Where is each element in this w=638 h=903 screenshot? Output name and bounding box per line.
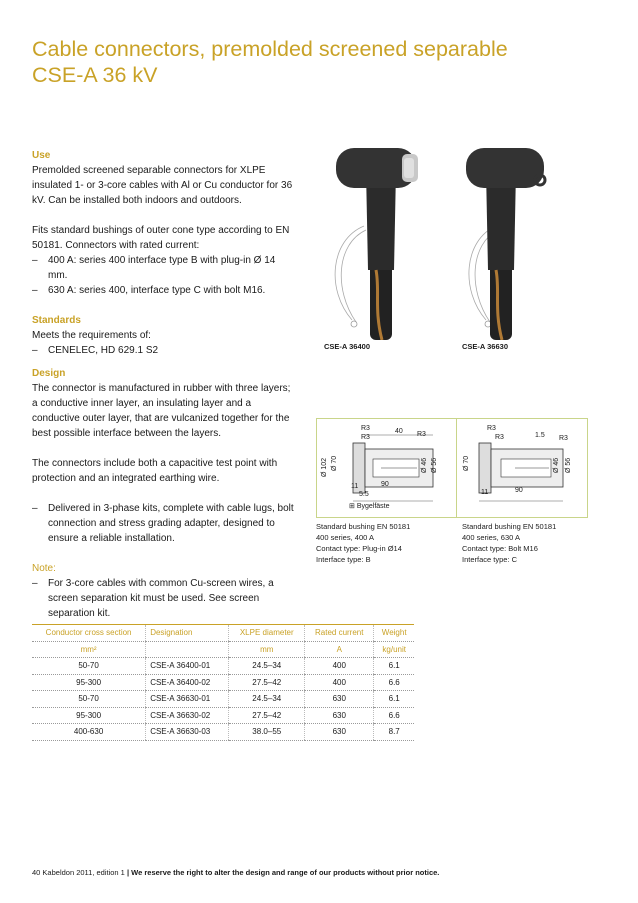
dim-1-5: 1.5 bbox=[535, 432, 545, 439]
use-bullet-1: – 400 A: series 400 interface type B with plug-in Ø 14 mm. bbox=[32, 255, 276, 281]
table-header-row bbox=[32, 625, 414, 642]
dim-5-5: 5.5 bbox=[359, 491, 369, 498]
title-line-1: Cable connectors, premolded screened separable bbox=[32, 37, 508, 61]
dim-40: 40 bbox=[395, 428, 403, 435]
design-bullet-1: – Delivered in 3-phase kits, complete with cable lugs, bolt connection and stress grading adapter, designed to ensure a reliable installation. bbox=[32, 503, 294, 544]
bushing-info-36630: Standard bushing EN 50181 400 series, 630 A Contact type: Bolt M16 Interface type: C bbox=[462, 522, 557, 564]
caption-36630: CSE-A 36630 bbox=[462, 342, 508, 351]
use-paragraph-2: Fits standard bushings of outer cone type according to EN 50181. Connectors with rated current: bbox=[32, 225, 290, 251]
dim-d102: Ø 102 bbox=[321, 457, 328, 477]
header-weight: Weight bbox=[374, 625, 414, 642]
header-designation: Designation bbox=[146, 625, 229, 642]
use-heading: Use bbox=[32, 150, 51, 161]
footer-separator: | bbox=[126, 868, 130, 877]
connector-photo-36630 bbox=[456, 140, 586, 340]
body-text-column bbox=[32, 148, 294, 621]
footer-notice: We reserve the right to alter the design and range of our products without prior notice. bbox=[131, 868, 440, 877]
bushing-diagram-36630 bbox=[456, 418, 588, 518]
dim-r3-a-2: R3 bbox=[487, 425, 496, 432]
dim-d70: Ø 70 bbox=[331, 455, 338, 471]
dim-d56-2: Ø 56 bbox=[565, 457, 572, 473]
table-row: 95-300 CSE-A 36400-02 27.5–42 400 6.6 bbox=[32, 674, 414, 691]
use-bullet-2: – 630 A: series 400, interface type C with bolt M16. bbox=[32, 285, 266, 296]
page-title bbox=[32, 36, 508, 88]
table-row: 95-300 CSE-A 36630-02 27.5–42 630 6.6 bbox=[32, 707, 414, 724]
table-units-row: mm² mm A kg/unit bbox=[32, 641, 414, 658]
footer-page: 40 Kabeldon 2011, edition 1 bbox=[32, 868, 125, 877]
connector-photo-36400 bbox=[316, 140, 446, 340]
caption-36400: CSE-A 36400 bbox=[324, 342, 370, 351]
dim-r3-c-2: R3 bbox=[559, 435, 568, 442]
dim-d56: Ø 56 bbox=[431, 457, 438, 473]
dim-d46: Ø 46 bbox=[421, 457, 428, 473]
dim-d46-2: Ø 46 bbox=[553, 457, 560, 473]
dim-90-2: 90 bbox=[515, 487, 523, 494]
design-paragraph-1: The connector is manufactured in rubber with three layers; a conductive inner layer, an insulating layer and a conductive outer layer, that are vulcanized together for the best possible interface between the layers. bbox=[32, 383, 291, 439]
standards-bullet-1: – CENELEC, HD 629.1 S2 bbox=[32, 345, 159, 356]
dim-r3-b: R3 bbox=[361, 434, 370, 441]
dim-r3-a: R3 bbox=[361, 425, 370, 432]
bygel-label: ⊞ Bygelfäste bbox=[349, 503, 390, 510]
product-table bbox=[32, 624, 414, 741]
header-xlpe: XLPE diameter bbox=[229, 625, 305, 642]
dim-90: 90 bbox=[381, 481, 389, 488]
use-paragraph-1: Premolded screened separable connectors for XLPE insulated 1- or 3-core cables with Al or Cu conductor for 36 kV. Can be installed both indoors and outdoors. bbox=[32, 165, 293, 206]
dim-11: 11 bbox=[351, 483, 359, 490]
table-row: 50-70 CSE-A 36400-01 24.5–34 400 6.1 bbox=[32, 658, 414, 675]
dim-d70-2: Ø 70 bbox=[463, 455, 470, 471]
dim-r3-c: R3 bbox=[417, 431, 426, 438]
standards-heading: Standards bbox=[32, 315, 81, 326]
table-row: 400-630 CSE-A 36630-03 38.0–55 630 8.7 bbox=[32, 724, 414, 741]
header-rated-current: Rated current bbox=[305, 625, 374, 642]
header-conductor: Conductor cross section bbox=[32, 625, 146, 642]
design-heading: Design bbox=[32, 368, 66, 379]
note-heading: Note: bbox=[32, 563, 56, 574]
bushing-info-36400: Standard bushing EN 50181 400 series, 400 A Contact type: Plug-in Ø14 Interface type: B bbox=[316, 522, 411, 564]
design-paragraph-2: The connectors include both a capacitive test point with protection and an integrated earthing wire. bbox=[32, 458, 278, 484]
bushing-diagram-36400 bbox=[316, 418, 460, 518]
dim-11-2: 11 bbox=[481, 489, 489, 496]
dim-r3-b-2: R3 bbox=[495, 434, 504, 441]
title-line-2: CSE-A 36 kV bbox=[32, 63, 158, 87]
page-footer bbox=[32, 868, 439, 877]
table-row: 50-70 CSE-A 36630-01 24.5–34 630 6.1 bbox=[32, 691, 414, 708]
standards-text: Meets the requirements of: bbox=[32, 330, 151, 341]
note-bullet-1: – For 3-core cables with common Cu-screen wires, a screen separation kit must be used. See screen separation kit. bbox=[32, 578, 274, 619]
